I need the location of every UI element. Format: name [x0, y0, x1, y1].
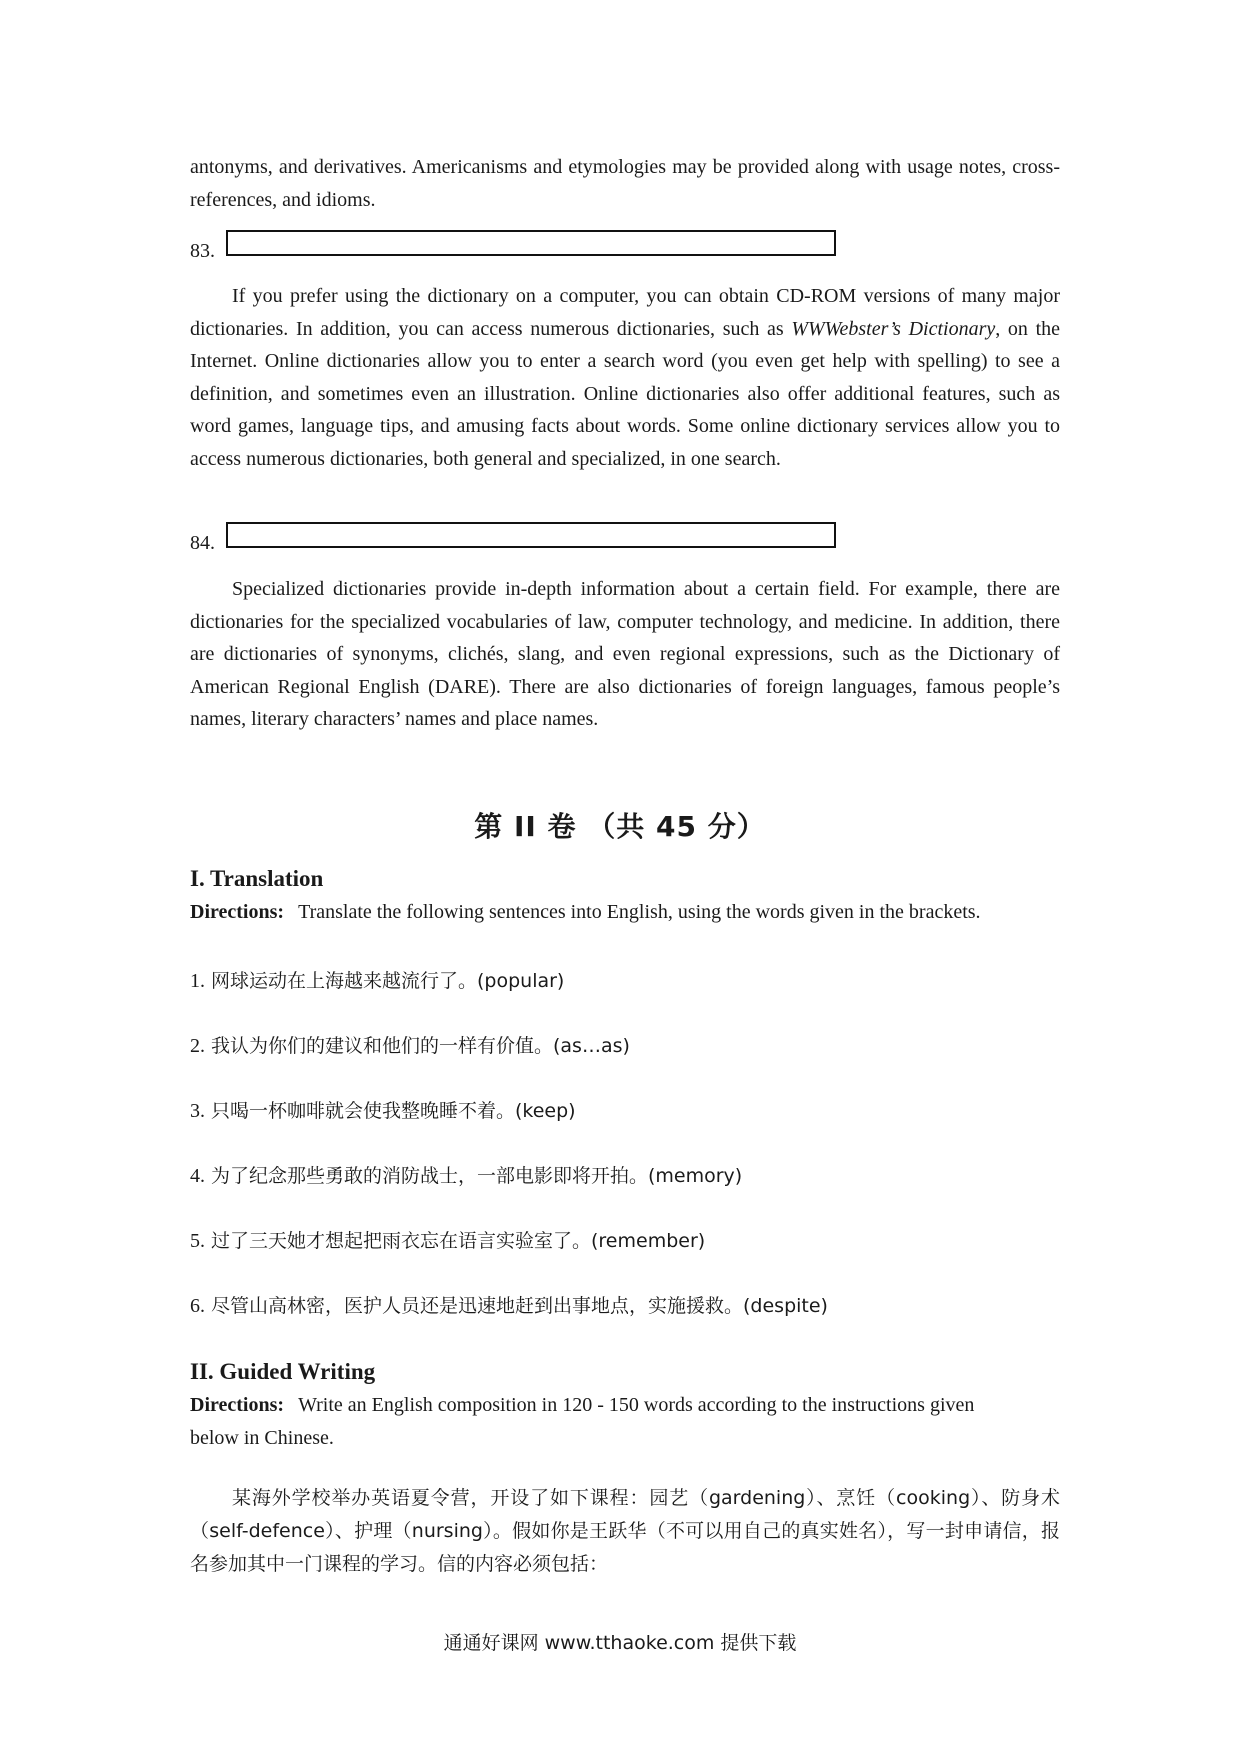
dictionary-title: WWWebster’s Dictionary	[791, 317, 996, 340]
item-number: 6.	[190, 1295, 205, 1317]
paragraph-text: If you prefer using the dictionary on a computer, you can obtain CD-ROM versions of many major dictionaries. In addition, you can access numerous dictionaries, such as	[190, 285, 1060, 340]
page-footer: 通通好课网 www.tthaoke.com 提供下载	[443, 1632, 797, 1654]
writing-directions	[190, 1389, 1010, 1454]
section-title: 第 II 卷 （共 45 分）	[474, 810, 766, 843]
item-text: 过了三天她才想起把雨衣忘在语言实验室了。(remember)	[211, 1230, 706, 1252]
item-text: 网球运动在上海越来越流行了。(popular)	[211, 970, 565, 992]
translation-item	[190, 1031, 630, 1058]
reading-paragraph: Specialized dictionaries provide in-depth information about a certain field. For example, there are dictionaries for the specialized vocabularies of law, computer technology, and medicine. In addition, there are dictionaries of synonyms, clichés, slang, and even regional expressions, such as the Dictionary of American Regional English (DARE). There are also dictionaries of foreign languages, famous people’s names, literary characters’ names and place names.	[190, 578, 1060, 730]
item-text: 尽管山高林密，医护人员还是迅速地赶到出事地点，实施援救。(despite)	[211, 1295, 828, 1317]
writing-prompt: 某海外学校举办英语夏令营，开设了如下课程：园艺（gardening）、烹饪（cooking）、防身术（self-defence）、护理（nursing）。假如你是王跃华（不可以用自己的真实姓名），写一封申请信，报名参加其中一门课程的学习。信的内容必须包括：	[190, 1487, 1060, 1575]
item-number: 3.	[190, 1100, 205, 1122]
directions-text: Translate the following sentences into English, using the words given in the brackets.	[298, 901, 981, 923]
reading-paragraph: antonyms, and derivatives. Americanisms and etymologies may be provided along with usage notes, cross-references, and idioms.	[190, 156, 1060, 211]
writing-heading: II. Guided Writing	[190, 1359, 376, 1384]
question-number: 84.	[190, 532, 215, 554]
paragraph-text: , on the Internet. Online dictionaries allow you to enter a search word (you even get help with spelling) to see a definition, and sometimes even an illustration. Online dictionaries also offer additional features, such as word games, language tips, and amusing facts about words. Some online dictionary services allow you to access numerous dictionaries, both general and specialized, in one search.	[190, 317, 1060, 470]
answer-box-84[interactable]	[226, 522, 836, 548]
item-number: 1.	[190, 970, 205, 992]
translation-item	[190, 1226, 705, 1253]
directions-label: Directions:	[190, 1394, 285, 1416]
answer-box-83[interactable]	[226, 230, 836, 256]
reading-paragraph	[190, 280, 1060, 475]
item-text: 我认为你们的建议和他们的一样有价值。(as…as)	[211, 1035, 630, 1057]
translation-heading: I. Translation	[190, 866, 324, 891]
translation-item	[190, 1096, 576, 1123]
question-number: 83.	[190, 240, 215, 262]
directions-text: Write an English composition in 120 - 150 words according to the instructions given below in Chinese.	[190, 1394, 975, 1449]
item-text: 只喝一杯咖啡就会使我整晚睡不着。(keep)	[211, 1100, 576, 1122]
translation-item	[190, 1291, 828, 1318]
item-number: 2.	[190, 1035, 205, 1057]
item-text: 为了纪念那些勇敢的消防战士，一部电影即将开拍。(memory)	[211, 1165, 743, 1187]
directions-label: Directions:	[190, 901, 285, 923]
translation-item	[190, 966, 564, 993]
translation-item	[190, 1161, 742, 1188]
translation-directions	[190, 896, 1010, 929]
item-number: 4.	[190, 1165, 205, 1187]
item-number: 5.	[190, 1230, 205, 1252]
